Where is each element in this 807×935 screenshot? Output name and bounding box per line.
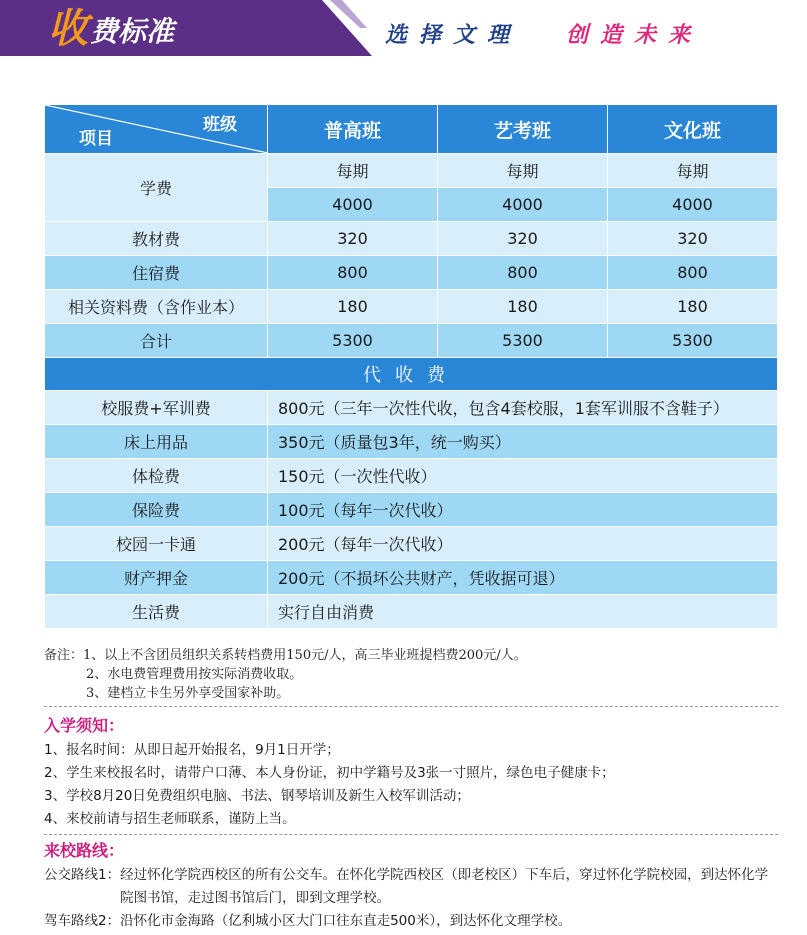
agency-row xyxy=(45,595,778,629)
slogan-part-1: 选择文理 xyxy=(385,22,522,48)
agency-label: 校园一卡通 xyxy=(45,527,268,561)
route-item xyxy=(44,864,780,910)
class-header: 文化班 xyxy=(608,105,778,154)
agency-label: 生活费 xyxy=(45,595,268,629)
tuition-amount: 4000 xyxy=(608,188,778,222)
fee-label: 相关资料费（含作业本） xyxy=(45,290,268,324)
agency-row xyxy=(45,391,778,425)
total-row xyxy=(45,324,778,358)
total-label: 合计 xyxy=(45,324,268,358)
title-rest: 费标准 xyxy=(90,15,175,48)
admission-item: 4、来校前请与招生老师联系，谨防上当。 xyxy=(44,811,296,827)
route-label: 驾车路线2： xyxy=(44,913,121,929)
route-item xyxy=(44,910,780,933)
note-line: 备注：1、以上不含团员组织关系转档费用150元/人，高三毕业班提档费200元/人。 xyxy=(44,648,527,663)
fee-value: 320 xyxy=(608,222,778,256)
fee-table xyxy=(44,104,778,629)
corner-class-label: 班级 xyxy=(203,115,237,135)
tuition-label: 学费 xyxy=(45,154,268,222)
title-big-char: 收 xyxy=(48,6,88,52)
admission-title: 入学须知： xyxy=(44,716,125,735)
notes xyxy=(44,646,527,703)
agency-row xyxy=(45,459,778,493)
page-title xyxy=(48,5,174,51)
divider xyxy=(44,706,778,707)
route-text: 沿怀化市金海路（亿利城小区大门口往东直走500米），到达怀化文理学校。 xyxy=(120,913,572,929)
tuition-period: 每期 xyxy=(608,154,778,188)
agency-label: 体检费 xyxy=(45,459,268,493)
class-header: 艺考班 xyxy=(438,105,608,154)
routes-title: 来校路线： xyxy=(44,841,125,860)
admission-section xyxy=(44,715,615,831)
total-value: 5300 xyxy=(608,324,778,358)
agency-header-row xyxy=(45,358,778,391)
agency-value: 200元（不损坏公共财产，凭收据可退） xyxy=(268,561,778,595)
agency-row xyxy=(45,425,778,459)
agency-value: 100元（每年一次代收） xyxy=(268,493,778,527)
fee-label: 教材费 xyxy=(45,222,268,256)
fee-value: 800 xyxy=(268,256,438,290)
agency-value: 150元（一次性代收） xyxy=(268,459,778,493)
total-value: 5300 xyxy=(438,324,608,358)
tuition-period: 每期 xyxy=(268,154,438,188)
agency-label: 床上用品 xyxy=(45,425,268,459)
agency-label: 保险费 xyxy=(45,493,268,527)
tuition-row xyxy=(45,154,778,188)
corner-item-label: 项目 xyxy=(79,129,113,149)
fee-label: 住宿费 xyxy=(45,256,268,290)
routes-section xyxy=(44,840,780,933)
fee-value: 180 xyxy=(438,290,608,324)
fee-value: 320 xyxy=(268,222,438,256)
route-text: 经过怀化学院西校区的所有公交车。在怀化学院西校区（即老校区）下车后，穿过怀化学院校园，到达怀化学院图书馆，走过图书馆后门，即到文理学校。 xyxy=(120,867,769,906)
fee-row xyxy=(45,222,778,256)
total-value: 5300 xyxy=(268,324,438,358)
admission-item: 1、报名时间：从即日起开始报名，9月1日开学； xyxy=(44,742,340,758)
agency-row xyxy=(45,561,778,595)
fee-value: 800 xyxy=(438,256,608,290)
agency-value: 实行自由消费 xyxy=(268,595,778,629)
fee-value: 320 xyxy=(438,222,608,256)
divider xyxy=(44,834,778,835)
tuition-period: 每期 xyxy=(438,154,608,188)
fee-value: 800 xyxy=(608,256,778,290)
agency-value: 800元（三年一次性代收，包含4套校服，1套军训服不含鞋子） xyxy=(268,391,778,425)
corner-cell xyxy=(45,105,268,154)
slogan-part-2: 创造未来 xyxy=(566,22,703,48)
fee-value: 180 xyxy=(608,290,778,324)
agency-row xyxy=(45,493,778,527)
admission-item: 2、学生来校报名时，请带户口薄、本人身份证，初中学籍号及3张一寸照片，绿色电子健康卡； xyxy=(44,765,615,781)
fee-value: 180 xyxy=(268,290,438,324)
admission-item: 3、学校8月20日免费组织电脑、书法、钢琴培训及新生入校军训活动； xyxy=(44,788,470,804)
fee-row xyxy=(45,256,778,290)
agency-value: 200元（每年一次代收） xyxy=(268,527,778,561)
fee-row xyxy=(45,290,778,324)
agency-label: 校服费+军训费 xyxy=(45,391,268,425)
note-line: 2、水电费管理费用按实际消费收取。 xyxy=(86,667,303,682)
tuition-amount: 4000 xyxy=(438,188,608,222)
note-line: 3、建档立卡生另外享受国家补助。 xyxy=(86,686,290,701)
agency-title: 代收费 xyxy=(45,358,778,391)
agency-label: 财产押金 xyxy=(45,561,268,595)
agency-row xyxy=(45,527,778,561)
route-label: 公交路线1： xyxy=(44,867,121,883)
tuition-amount: 4000 xyxy=(268,188,438,222)
class-header: 普高班 xyxy=(268,105,438,154)
table-header-row xyxy=(45,105,778,154)
agency-value: 350元（质量包3年，统一购买） xyxy=(268,425,778,459)
